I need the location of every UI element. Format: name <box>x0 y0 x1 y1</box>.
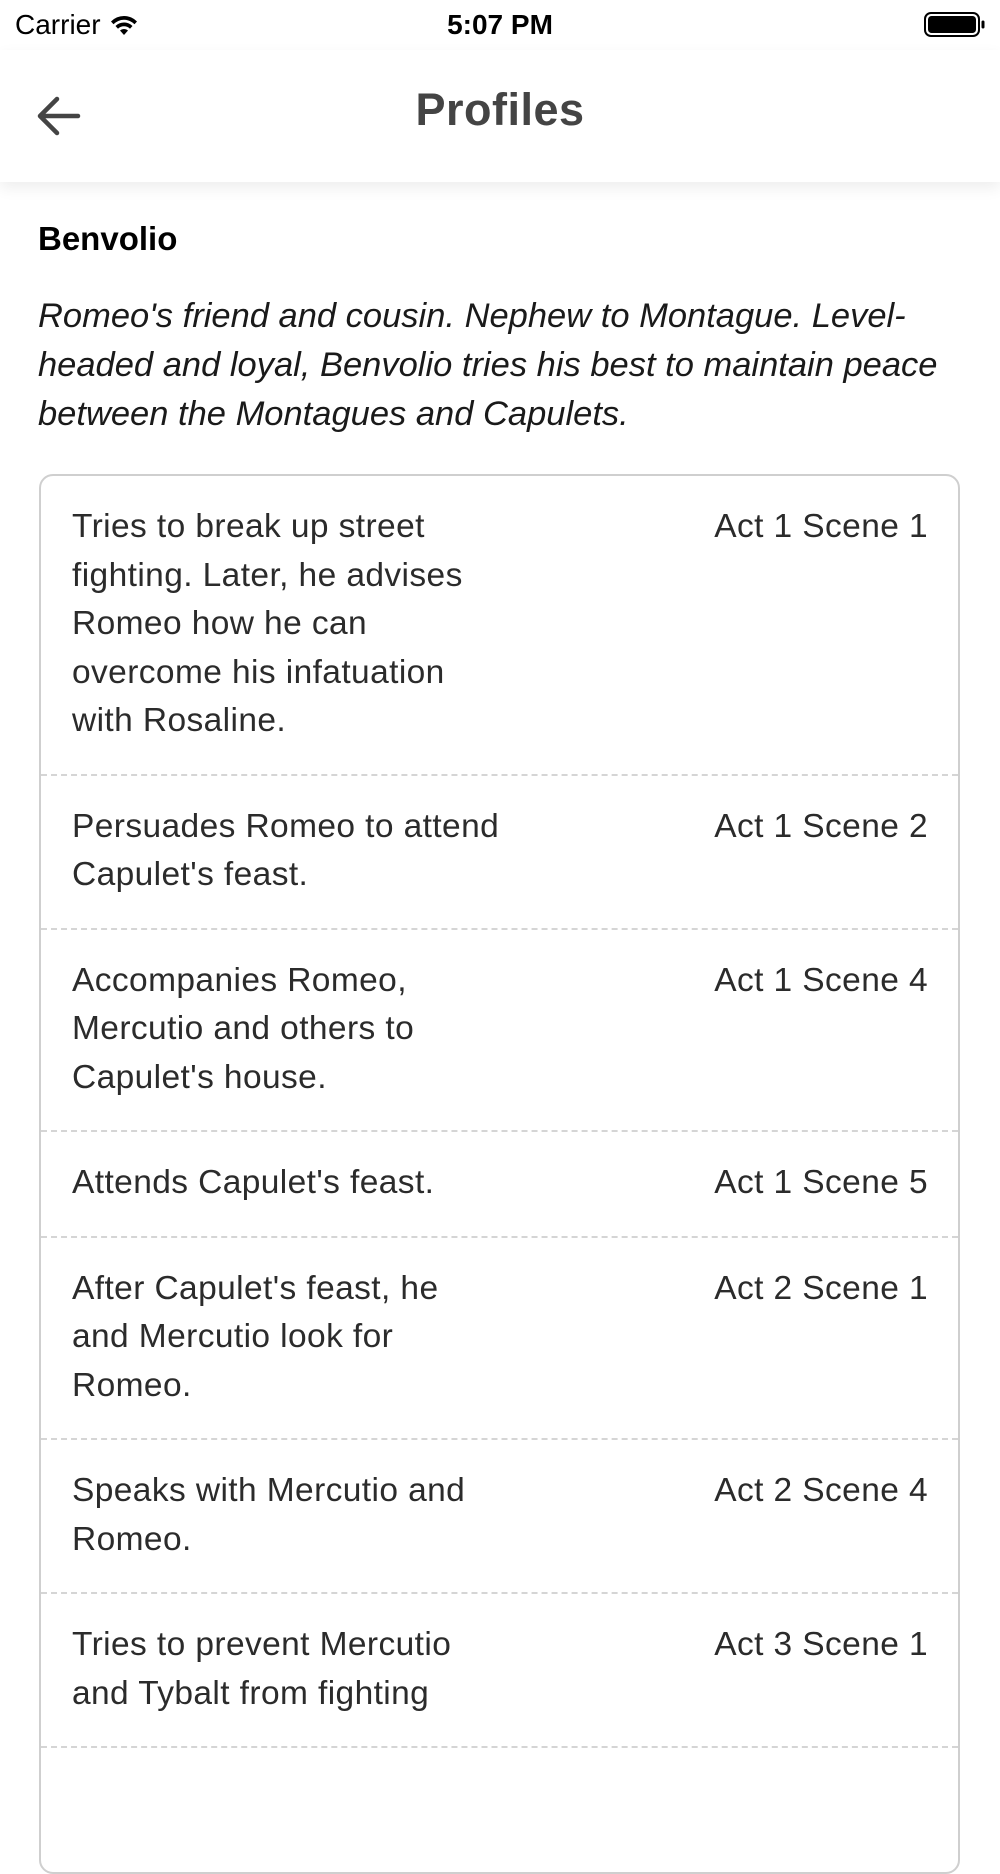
scene-description: Speaks with Mercutio and Romeo. <box>72 1472 466 1558</box>
clock: 5:07 PM <box>447 9 553 40</box>
scene-row[interactable] <box>41 1238 958 1441</box>
scene-row[interactable] <box>41 1132 958 1238</box>
battery-icon <box>924 12 986 37</box>
carrier-label: Carrier <box>15 9 101 40</box>
scene-row[interactable] <box>41 1594 958 1748</box>
scene-description: After Capulet's feast, he and Mercutio look for Romeo. <box>72 1269 439 1404</box>
character-name: Benvolio <box>38 220 178 257</box>
scene-row[interactable] <box>41 776 958 930</box>
scene-reference: Act 1 Scene 4 <box>714 961 928 999</box>
scene-reference: Act 1 Scene 5 <box>714 1164 928 1201</box>
status-bar <box>0 0 1000 50</box>
scene-reference: Act 1 Scene 2 <box>714 807 928 845</box>
scene-reference: Act 1 Scene 1 <box>714 508 928 545</box>
scene-description: Accompanies Romeo, Mercutio and others to Capulet's house. <box>72 961 415 1096</box>
character-description: Romeo's friend and cousin. Nephew to Montague. Level-headed and loyal, Benvolio tries his best to maintain peace between the Montagues and Capulets. <box>38 297 938 433</box>
scene-row[interactable] <box>41 1440 958 1594</box>
scene-description: Tries to prevent Mercutio and Tybalt from fighting <box>72 1626 452 1712</box>
scene-reference: Act 3 Scene 1 <box>714 1626 928 1663</box>
scene-description: Attends Capulet's feast. <box>72 1164 435 1201</box>
scene-row[interactable] <box>41 476 958 776</box>
scene-reference: Act 2 Scene 1 <box>714 1269 928 1307</box>
navigation-bar <box>0 50 1000 182</box>
page-title: Profiles <box>415 84 585 135</box>
scene-row[interactable] <box>41 930 958 1133</box>
scene-description: Tries to break up street fighting. Later, he advises Romeo how he can overcome his infatuation with Rosaline. <box>72 508 463 739</box>
scene-description: Persuades Romeo to attend Capulet's feast. <box>72 807 500 893</box>
scene-reference: Act 2 Scene 4 <box>714 1472 928 1509</box>
scene-list <box>39 474 960 1874</box>
